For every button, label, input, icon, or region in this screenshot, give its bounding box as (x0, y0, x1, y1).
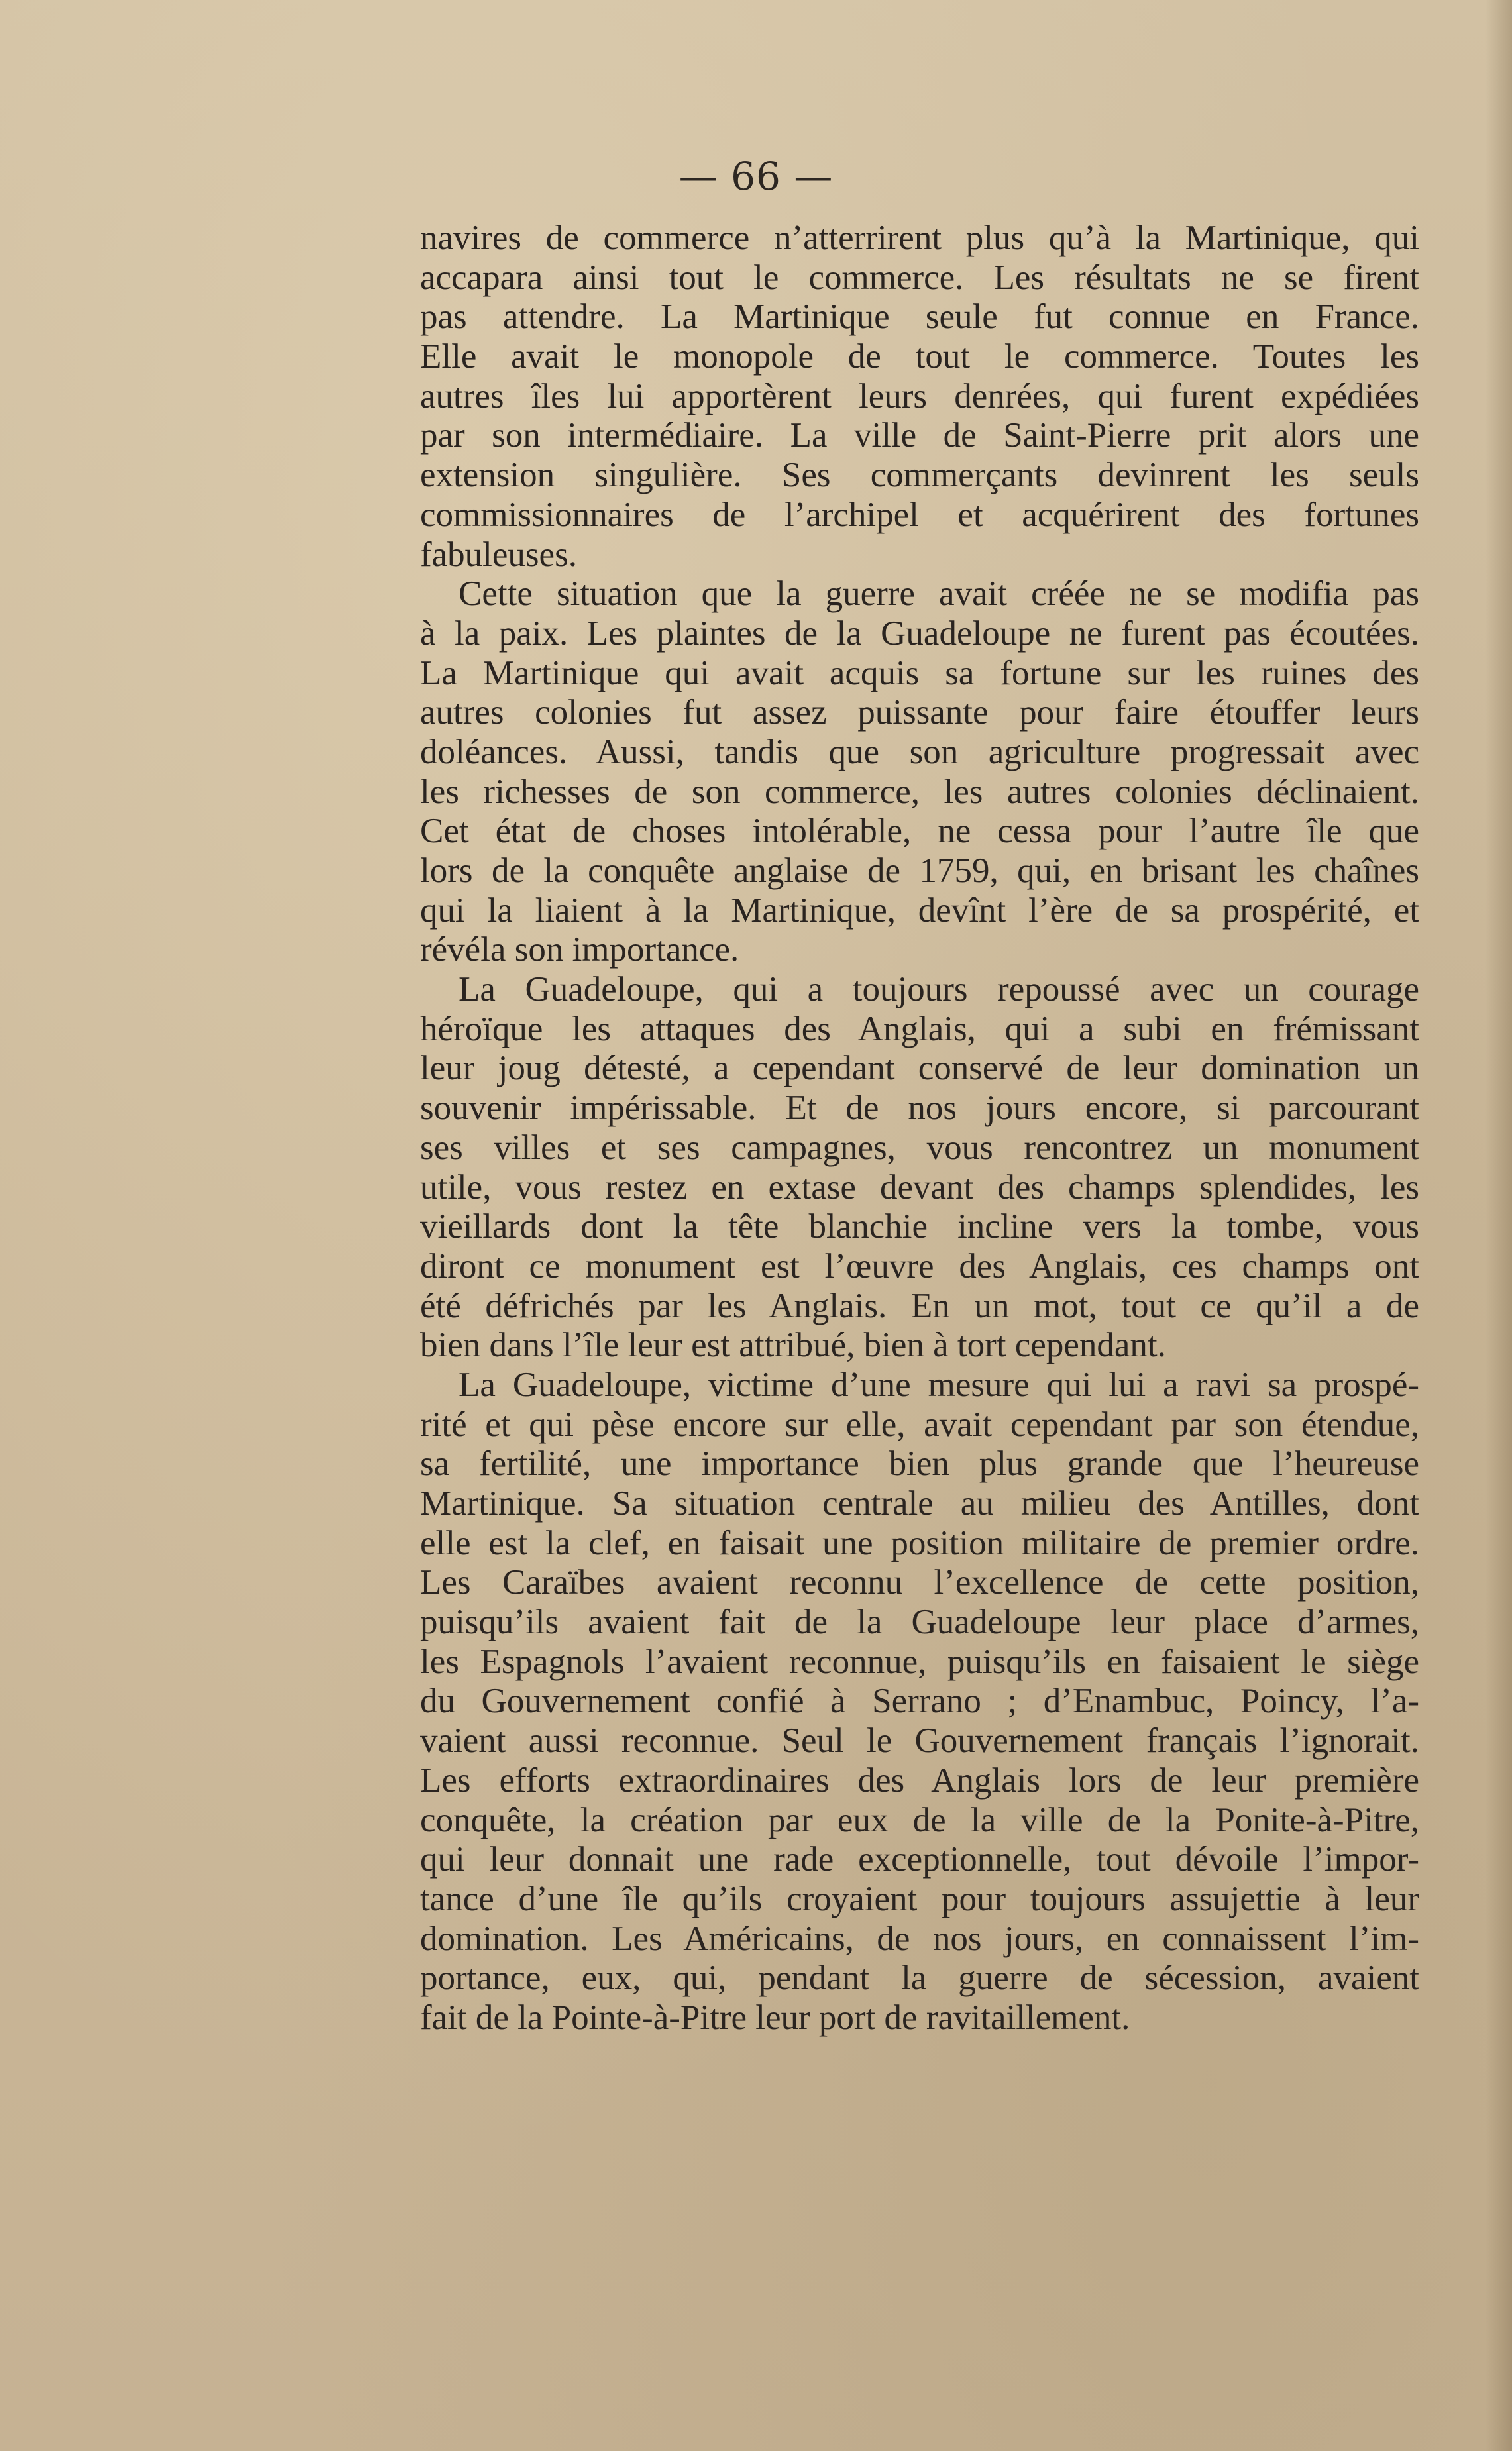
text-line: utile, vous restez en extase devant des champs splendides, les (420, 1168, 1419, 1207)
text-line: bien dans l’île leur est attribué, bien à tort cependant. (420, 1326, 1166, 1365)
text-line: La Guadeloupe, qui a toujours repoussé avec un courage (459, 970, 1419, 1009)
text-line: Cet état de choses intolérable, ne cessa pour l’autre île que (420, 812, 1419, 851)
text-line: Les efforts extraordinaires des Anglais lors de leur première (420, 1761, 1419, 1800)
text-line: sa fertilité, une importance bien plus grande que l’heureuse (420, 1444, 1419, 1484)
text-line: domination. Les Américains, de nos jours, en connaissent l’im- (420, 1919, 1419, 1958)
text-line: à la paix. Les plaintes de la Guadeloupe ne furent pas écoutées. (420, 614, 1419, 653)
text-line: rité et qui pèse encore sur elle, avait cependant par son étendue, (420, 1405, 1419, 1444)
text-line: les Espagnols l’avaient reconnue, puisqu’ils en faisaient le siège (420, 1642, 1419, 1681)
text-line: accapara ainsi tout le commerce. Les résultats ne se firent (420, 258, 1419, 297)
text-line: elle est la clef, en faisait une position militaire de premier ordre. (420, 1523, 1419, 1562)
text-line: vieillards dont la tête blanchie incline vers la tombe, vous (420, 1207, 1419, 1246)
text-line: été défrichés par les Anglais. En un mot, tout ce qu’il a de (420, 1286, 1419, 1325)
text-line: diront ce monument est l’œuvre des Anglais, ces champs ont (420, 1246, 1419, 1285)
text-line: autres colonies fut assez puissante pour faire étouffer leurs (420, 693, 1419, 732)
text-line: souvenir impérissable. Et de nos jours encore, si parcourant (420, 1089, 1419, 1128)
text-line: lors de la conquête anglaise de 1759, qui, en brisant les chaînes (420, 851, 1419, 890)
text-line: Martinique. Sa situation centrale au milieu des Antilles, dont (420, 1484, 1419, 1523)
page-edge-shadow (1485, 0, 1512, 2451)
text-line: fait de la Pointe-à-Pitre leur port de ravitaillement. (420, 1998, 1130, 2037)
text-line: par son intermédiaire. La ville de Saint-Pierre prit alors une (420, 416, 1419, 455)
text-line: commissionnaires de l’archipel et acquérirent des fortunes (420, 495, 1419, 534)
text-line: autres îles lui apportèrent leurs denrées, qui furent expédiées (420, 376, 1419, 415)
text-line: leur joug détesté, a cependant conservé de leur domination un (420, 1049, 1419, 1088)
text-line: révéla son importance. (420, 930, 739, 969)
text-line: héroïque les attaques des Anglais, qui a subi en frémissant (420, 1009, 1419, 1048)
text-line: ses villes et ses campagnes, vous rencontrez un monument (420, 1128, 1419, 1167)
text-line: du Gouvernement confié à Serrano ; d’Enambuc, Poincy, l’a- (420, 1682, 1419, 1721)
text-line: La Guadeloupe, victime d’une mesure qui lui a ravi sa prospé- (459, 1365, 1419, 1404)
text-line: doléances. Aussi, tandis que son agriculture progressait avec (420, 732, 1419, 771)
text-line: conquête, la création par eux de la ville de la Ponite-à-Pitre, (420, 1800, 1419, 1839)
text-line: navires de commerce n’atterrirent plus qu’à la Martinique, qui (420, 219, 1419, 257)
text-line: Les Caraïbes avaient reconnu l’excellence de cette position, (420, 1563, 1419, 1602)
text-line: tance d’une île qu’ils croyaient pour toujours assujettie à leur (420, 1879, 1419, 1918)
text-line: vaient aussi reconnue. Seul le Gouvernement français l’ignorait. (420, 1721, 1419, 1761)
text-line: qui leur donnait une rade exceptionnelle, tout dévoile l’impor- (420, 1840, 1419, 1879)
text-line: Elle avait le monopole de tout le commerce. Toutes les (420, 337, 1419, 376)
text-line: pas attendre. La Martinique seule fut connue en France. (420, 298, 1419, 337)
text-line: puisqu’ils avaient fait de la Guadeloupe leur place d’armes, (420, 1603, 1419, 1642)
text-line: qui la liaient à la Martinique, devînt l’ère de sa prospérité, et (420, 891, 1419, 930)
text-line: La Martinique qui avait acquis sa fortune sur les ruines des (420, 653, 1419, 692)
text-line: fabuleuses. (420, 535, 577, 574)
text-line: Cette situation que la guerre avait créée ne se modifia pas (459, 574, 1419, 614)
page-number: — 66 — (678, 154, 834, 199)
body-text (420, 219, 1419, 2038)
text-line: extension singulière. Ses commerçants devinrent les seuls (420, 456, 1419, 495)
text-line: portance, eux, qui, pendant la guerre de sécession, avaient (420, 1959, 1419, 1998)
text-line: les richesses de son commerce, les autres colonies déclinaient. (420, 772, 1419, 811)
